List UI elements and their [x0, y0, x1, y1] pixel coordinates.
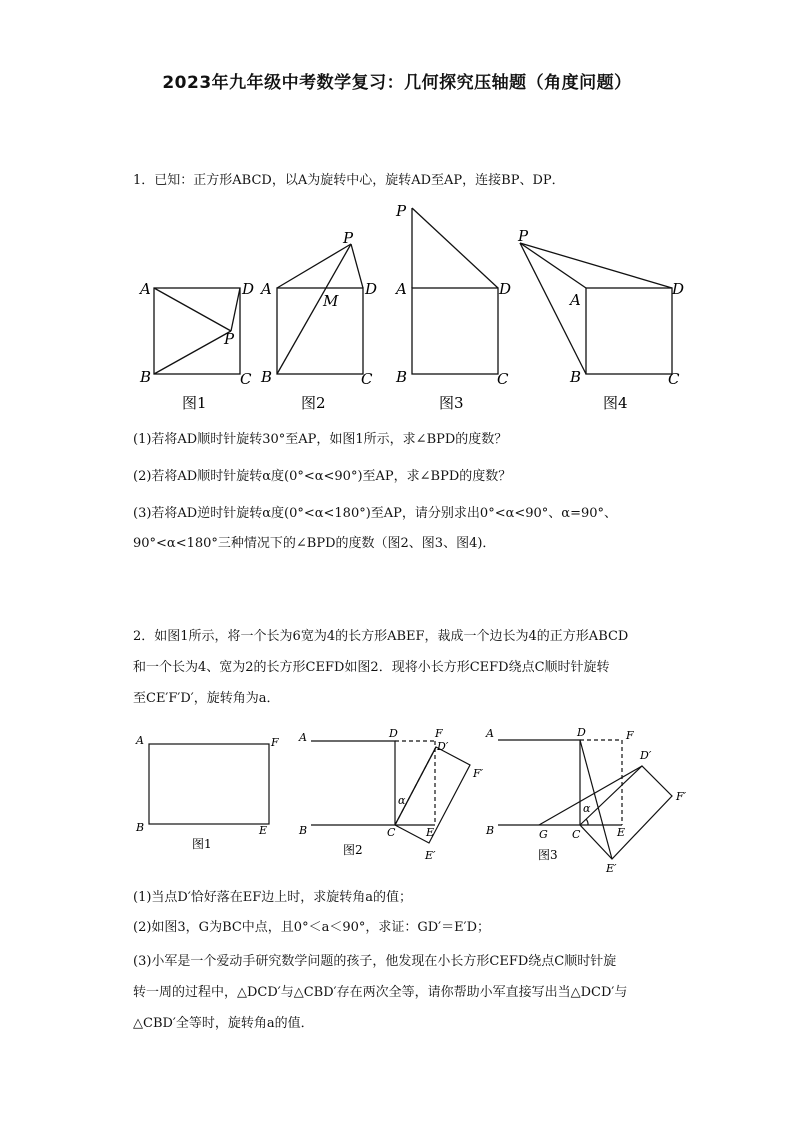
- label-B: B: [136, 821, 145, 834]
- q1-figure-4: [510, 225, 695, 420]
- caption-fig3: 图3: [538, 848, 558, 862]
- q2-part2: (2)如图3，G为BC中点，且0°＜a＜90°，求证：GD′＝E′D；: [133, 920, 490, 935]
- label-A: A: [570, 291, 581, 309]
- label-alpha: α: [398, 794, 406, 807]
- label-C: C: [361, 370, 373, 388]
- q2-intro-line3: 至CE′F′D′，旋转角为a．: [133, 691, 280, 706]
- q2-part1: (1)当点D′恰好落在EF边上时，求旋转角a的值；: [133, 890, 413, 905]
- label-F: F: [271, 736, 279, 749]
- label-E: E: [426, 826, 435, 839]
- label-F-prime: F′: [676, 790, 687, 803]
- label-A: A: [136, 734, 144, 747]
- label-A: A: [299, 731, 307, 744]
- label-F-prime: F′: [473, 767, 484, 780]
- q2-part3-line3: △CBD′全等时，旋转角a的值．: [133, 1016, 314, 1031]
- q1-figure-1: [130, 270, 255, 420]
- label-P: P: [518, 227, 529, 245]
- q2-figure-3: [480, 722, 700, 882]
- label-D: D: [577, 726, 586, 739]
- label-C: C: [240, 370, 252, 388]
- label-D: D: [672, 280, 685, 298]
- label-D-prime: D′: [437, 740, 449, 753]
- label-B: B: [261, 368, 273, 386]
- caption-fig2: 图2: [343, 843, 363, 857]
- caption-fig2: 图2: [301, 394, 326, 412]
- label-F: F: [435, 727, 443, 740]
- caption-fig1: 图1: [192, 837, 212, 851]
- label-P: P: [396, 202, 407, 220]
- q2-intro-line1: 2．如图1所示，将一个长为6宽为4的长方形ABEF，裁成一个边长为4的正方形ABCD: [133, 629, 629, 644]
- q1-part3-line2: 90°<α<180°三种情况下的∠BPD的度数（图2、图3、图4)．: [133, 536, 496, 551]
- label-P: P: [343, 229, 354, 247]
- q1-intro: 1．已知：正方形ABCD，以A为旋转中心，旋转AD至AP，连接BP、DP．: [133, 173, 565, 188]
- label-B: B: [486, 824, 495, 837]
- label-C: C: [387, 826, 396, 839]
- caption-fig3: 图3: [439, 394, 464, 412]
- label-P: P: [224, 330, 235, 348]
- q1-part2: (2)若将AD顺时针旋转α度(0°<α<90°)至AP，求∠BPD的度数？: [133, 469, 512, 484]
- q2-intro-line2: 和一个长为4、宽为2的长方形CEFD如图2．现将小长方形CEFD绕点C顺时针旋转: [133, 660, 610, 675]
- label-A: A: [140, 280, 151, 298]
- label-D-prime: D′: [640, 749, 652, 762]
- caption-fig4: 图4: [603, 394, 628, 412]
- label-E: E: [259, 824, 268, 837]
- label-F: F: [626, 729, 634, 742]
- q1-part1: (1)若将AD顺时针旋转30°至AP，如图1所示，求∠BPD的度数？: [133, 432, 508, 447]
- label-C: C: [497, 370, 509, 388]
- label-A: A: [396, 280, 407, 298]
- label-A: A: [486, 727, 494, 740]
- label-B: B: [299, 824, 308, 837]
- label-E: E: [617, 826, 626, 839]
- label-E-prime: E′: [425, 849, 436, 862]
- label-D: D: [499, 280, 512, 298]
- label-D: D: [389, 727, 398, 740]
- q2-part3-line1: (3)小军是一个爱动手研究数学问题的孩子，他发现在小长方形CEFD绕点C顺时针旋: [133, 954, 617, 969]
- label-G: G: [539, 828, 548, 841]
- label-B: B: [396, 368, 408, 386]
- q1-figure-3: [393, 200, 523, 420]
- label-B: B: [570, 368, 582, 386]
- caption-fig1: 图1: [182, 394, 207, 412]
- q2-figure-1: [130, 728, 290, 858]
- label-alpha: α: [583, 802, 591, 815]
- label-D: D: [242, 280, 255, 298]
- q2-part3-line2: 转一周的过程中，△DCD′与△CBD′存在两次全等，请你帮助小军直接写出当△DCD′与: [133, 985, 628, 1000]
- label-B: B: [140, 368, 152, 386]
- label-C: C: [668, 370, 680, 388]
- label-E-prime: E′: [606, 862, 617, 875]
- label-A: A: [261, 280, 272, 298]
- label-M: M: [323, 292, 339, 310]
- q1-figure-2: [255, 230, 385, 420]
- page-title: 2023年九年级中考数学复习：几何探究压轴题（角度问题）: [162, 73, 632, 93]
- q2-figure-2: [295, 724, 495, 869]
- label-D: D: [365, 280, 378, 298]
- label-C: C: [572, 828, 581, 841]
- q1-part3-line1: (3)若将AD逆时针旋转α度(0°<α<180°)至AP，请分别求出0°<α<90°、α=90°、: [133, 506, 618, 521]
